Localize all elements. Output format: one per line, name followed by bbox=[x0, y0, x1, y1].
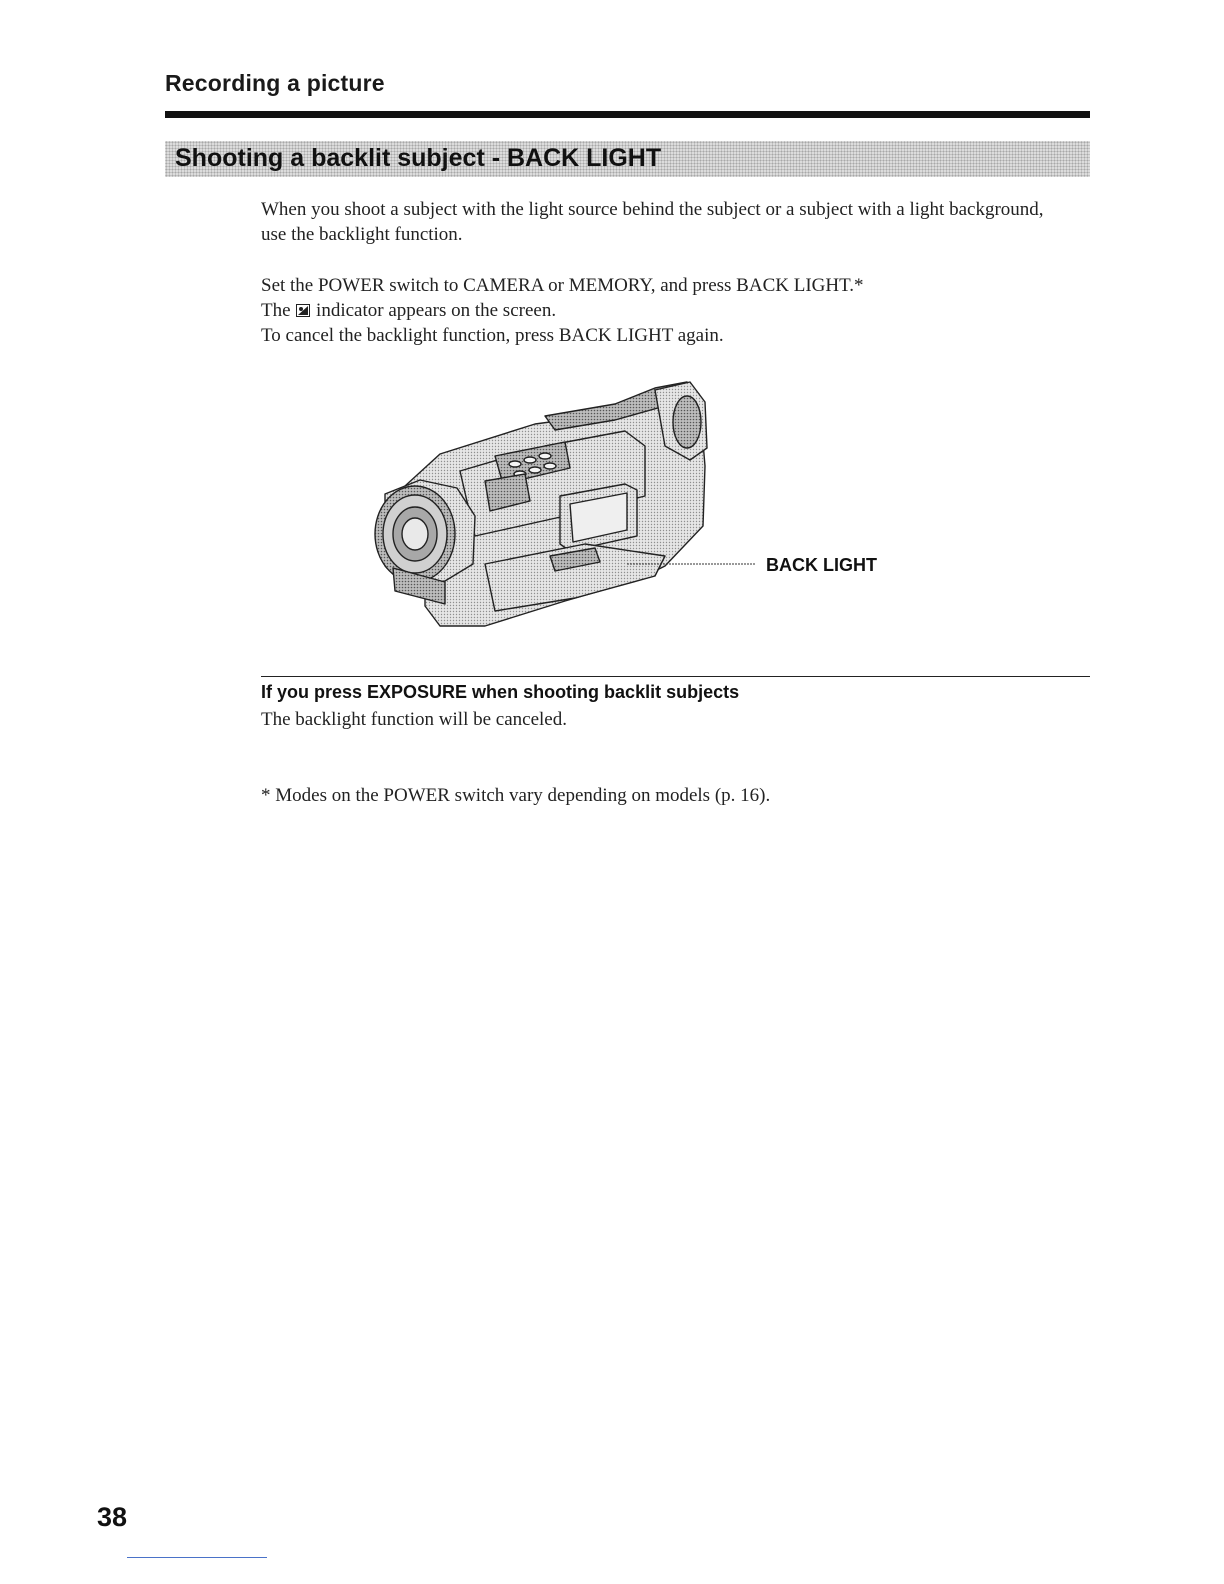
back-light-callout: BACK LIGHT bbox=[766, 555, 877, 575]
indicator-line bbox=[261, 298, 556, 323]
instruction-step: Set the POWER switch to CAMERA or MEMORY, and press BACK LIGHT.* bbox=[261, 275, 864, 296]
note-heading: If you press EXPOSURE when shooting backlit subjects bbox=[261, 682, 740, 702]
note-divider bbox=[261, 676, 1090, 677]
note-text: The backlight function will be canceled. bbox=[261, 709, 567, 730]
page-number: 38 bbox=[97, 1502, 128, 1532]
footer-line bbox=[127, 1557, 267, 1558]
indicator-prefix: The bbox=[261, 300, 291, 321]
indicator-suffix: indicator appears on the screen. bbox=[316, 300, 557, 321]
intro-paragraph: When you shoot a subject with the light source behind the subject or a subject with a light background, use the backlight function. bbox=[261, 199, 1044, 245]
section-title: Recording a picture bbox=[165, 70, 385, 96]
topic-banner bbox=[165, 141, 1090, 177]
camcorder-illustration bbox=[365, 376, 895, 638]
backlight-indicator-icon bbox=[296, 304, 310, 317]
cancel-instruction: To cancel the backlight function, press BACK LIGHT again. bbox=[261, 325, 724, 346]
footnote: * Modes on the POWER switch vary depending on models (p. 16). bbox=[261, 785, 771, 806]
topic-title: Shooting a backlit subject - BACK LIGHT bbox=[175, 144, 662, 172]
header-rule bbox=[165, 111, 1090, 118]
